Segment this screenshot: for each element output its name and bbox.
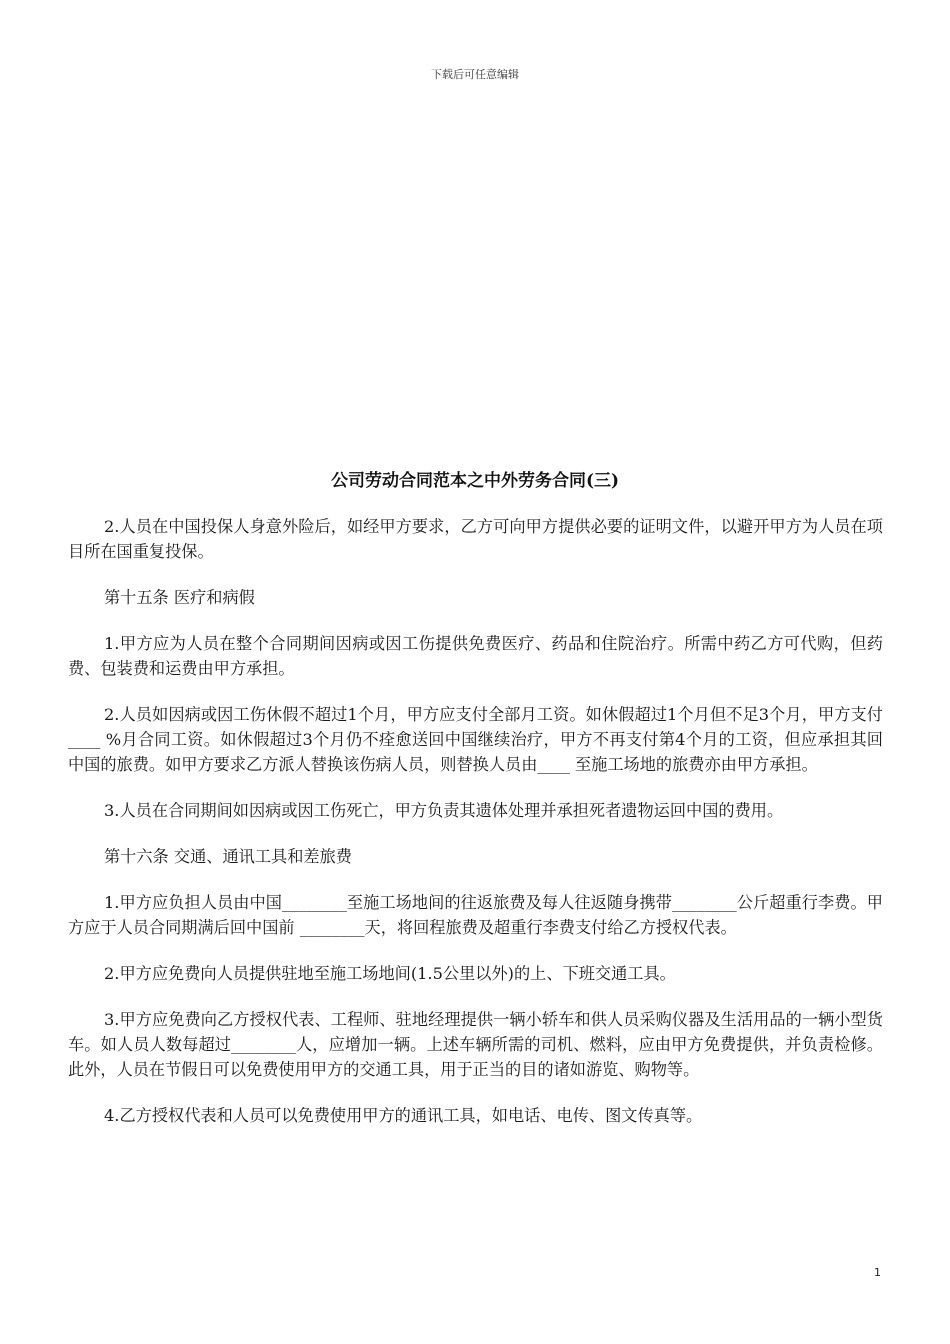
paragraph-vehicles: 3.甲方应免费向乙方授权代表、工程师、驻地经理提供一辆小轿车和供人员采购仪器及生活用品的一辆小型货车。如人员人数每超过________人，应增加一辆。上述车辆所需的司机、燃料，应由甲方免费提供，并负责检修。此外，人员在节假日可以免费使用甲方的交通工具，用于正当的目的诸如游览、购物等。 [68, 1010, 883, 1079]
document-body [68, 514, 883, 1149]
paragraph-travel-expenses: 1.甲方应负担人员由中国________至施工场地间的往返旅费及每人往返随身携带________公斤超重行李费。甲方应于人员合同期满后回中国前 ________天，将回程旅费及超重行李费支付给乙方授权代表。 [68, 893, 883, 937]
paragraph-free-medical: 1.甲方应为人员在整个合同期间因病或因工伤提供免费医疗、药品和住院治疗。所需中药乙方可代购，但药费、包装费和运费由甲方承担。 [68, 634, 883, 678]
article-16-heading: 第十六条 交通、通讯工具和差旅费 [104, 847, 352, 866]
document-title: 公司劳动合同范本之中外劳务合同(三) [330, 471, 620, 491]
article-15-heading: 第十五条 医疗和病假 [104, 588, 255, 607]
paragraph-insurance-proof: 2.人员在中国投保人身意外险后，如经甲方要求，乙方可向甲方提供必要的证明文件，以避开甲方为人员在项目所在国重复投保。 [68, 517, 883, 561]
header-note: 下载后可任意编辑 [431, 68, 519, 81]
paragraph-communication-tools: 4.乙方授权代表和人员可以免费使用甲方的通讯工具，如电话、电传、图文传真等。 [104, 1106, 703, 1125]
paragraph-sick-leave-pay: 2.人员如因病或因工伤休假不超过1个月，甲方应支付全部月工资。如休假超过1个月但不足3个月，甲方支付____ %月合同工资。如休假超过3个月仍不痊愈送回中国继续治疗，甲方不再支付第4个月的工资，但应承担其回中国的旅费。如甲方要求乙方派人替换该伤病人员，则替换人员由____ 至施工场地的旅费亦由甲方承担。 [68, 705, 883, 774]
paragraph-death-handling: 3.人员在合同期间如因病或因工伤死亡，甲方负责其遗体处理并承担死者遗物运回中国的费用。 [104, 801, 784, 820]
paragraph-commute-transport: 2.甲方应免费向人员提供驻地至施工场地间(1.5公里以外)的上、下班交通工具。 [104, 964, 676, 983]
page-number: 1 [874, 1266, 881, 1279]
